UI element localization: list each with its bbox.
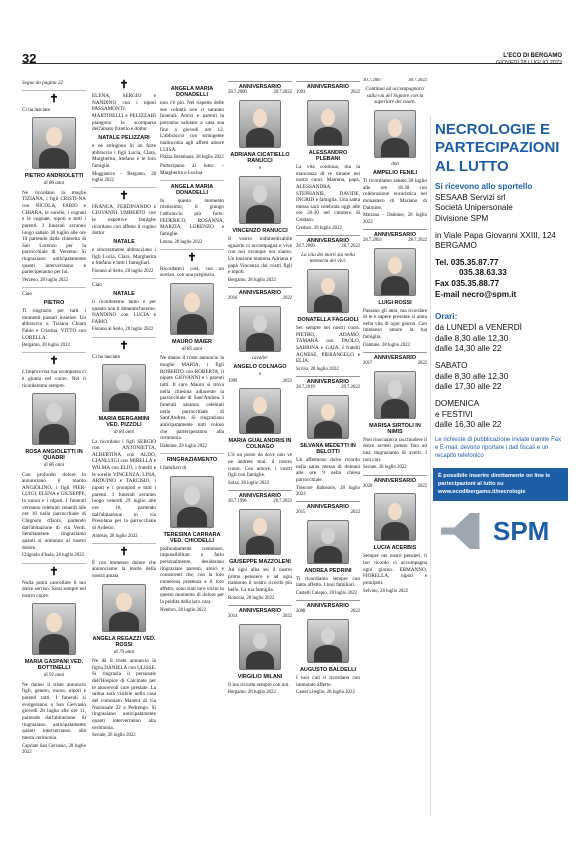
deceased-name: MARISA SIRTOLI IN NIMIS bbox=[369, 422, 421, 435]
office-address: in Viale Papa Giovanni XXIII, 124 BERGAMO bbox=[435, 230, 556, 251]
cross-icon: ✝ bbox=[119, 339, 129, 352]
fax-line: Fax 035.35.88.77 bbox=[435, 279, 500, 289]
portrait-photo bbox=[239, 509, 281, 555]
phone-line: Tel. 035.35.87.77 bbox=[435, 257, 499, 267]
notice-text: Con profondo dolore lo annunciano il marito ANGIOLINO, i figli PIER-LUIGI, ELENA e GIUSEPPE, la nuora e i nipoti. I funerali verranno celebrati venerdì alle ore 10 nella parrocchiale di Chignolo d'Isola, partendo dall'abitazione di via Verdi. Sentitamente ringraziamo quanti si uniranno al nostro dolore. bbox=[22, 471, 86, 551]
column-3: ANGELA MARIA DONADELLI non c'è più. Nel rispetto delle sue volontà non ci saranno funerali. Amici e parenti la potranno salutare a casa sua fino a giovedì ore 12. L'abbraccio con strongente malinconia agli affetti amore LUISA. Piazza Brembana, 28 luglio 2022 Partecipano al lutto: - Margherita e Lucina ANGELA MARIA DONADELLI In questo momento tristissimo, ti giungo l'abbraccio più forte. FEDERICO, ROSANNA, MARZIA, LORENZO e famiglie. Lenna, 28 luglio 2022 ✝ Ricordatevi così, con un sorriso, con una preghiera. MAURO MAIER di 85 anni Ne danno il triste annuncio la moglie MARIA, i figli ROBERTO con ROBERTA, il nipote GIOVANNI e i parenti tutti. Il caro Mauro si trova nella chiesina adiacente la parrocchiale di Sant'Andrea. I funerali saranno celebrati nella parrocchiale di Sant'Andrea. Si ringraziano anticipatamente tutti coloro che parteciperanno alla cerimonia. Dalmine, 28 luglio 2022 RINGRAZIAMENTO I familiari di TERESINA CARRARA VED. CHIODELLI profondamente commossi, impossibilitati a farlo personalmente, desiderano ringraziare parenti, amici e conoscenti che, con la loro numerosa presenza e il loro affetto, sono stati loro vicini in questo momento di dolore per la perdita della loro cara. Nembro, 28 luglio 2022 bbox=[160, 86, 224, 613]
portrait-photo bbox=[32, 117, 76, 169]
deceased-name: ANGELO COLNAGO bbox=[233, 364, 287, 371]
anniversary-notice: ANNIVERSARIO 2020 2022 bbox=[363, 475, 427, 490]
portrait-photo bbox=[170, 476, 214, 528]
anniversary-notice: ANNIVERSARIO 28.7.2009 28.7.2022 bbox=[296, 235, 360, 250]
anniversary-notice: ANNIVERSARIO 1993 2022 bbox=[296, 81, 360, 96]
deceased-name: DONATELLA FAGGIOLI bbox=[297, 317, 359, 324]
deceased-name: ADRIANA CICATIELLO RANUCCI bbox=[230, 151, 290, 164]
cross-icon: ✝ bbox=[119, 79, 129, 91]
spm-logo-icon bbox=[441, 513, 489, 549]
portrait-photo bbox=[239, 388, 281, 434]
page-header bbox=[22, 52, 562, 64]
page-number: 32 bbox=[22, 51, 37, 66]
column-4: ANNIVERSARIO 28.7.2000 28.7.2022 ADRIANA CICATIELLO RANUCCI e VINCENZO RANUCCI Il vostro indimenticabile sguardo ci accompagna e vive con noi ovunque noi siamo. Un bacione mamma Adriana e papà Vincenzo dai vostri figli e nipoti. Bergamo, 28 luglio 2022 ANNIVERSARIO 2016 2022 cavalier ANGELO COLNAGO e 1999 2022 MARIA GUALANDRIS IN COLNAGO C'è un posto da dove non ve ne andrete mai: il nostro cuore. Con amore, i vostri figli con famiglie. Solza, 28 luglio 2022 ANNIVERSARIO 28.7.1996 28.7.2022 GIUSEPPE MAZZOLENI Ad ogni alba sei il nostro primo pensiero e ad ogni tramonto il nostro ricordo più bello. La tua famiglia. Roncola, 28 luglio 2022 ANNIVERSARIO 2014 2022 VIRGILIO MILANI Il tuo ricordo sempre con noi. Bergamo, 28 luglio 2022 bbox=[228, 78, 292, 698]
anniversary-notice: ANNIVERSARIO 28.7.1996 28.7.2022 bbox=[228, 490, 292, 505]
deceased-name: MAURO MAIER bbox=[171, 339, 213, 346]
anniversary-notice: ANNIVERSARIO 28.7.2000 28.7.2022 bbox=[228, 81, 292, 96]
sidebar-title: NECROLOGIE E PARTECIPAZIONI AL LUTTO bbox=[435, 121, 560, 175]
deceased-name: GIUSEPPE MAZZOLENI bbox=[229, 559, 291, 566]
portrait-photo bbox=[307, 619, 349, 663]
portrait-photo bbox=[32, 393, 76, 445]
deceased-name: ANGELA MARIA DONADELLI bbox=[170, 86, 214, 98]
deceased-name: VINCENZO RANUCCI bbox=[232, 228, 288, 235]
portrait-photo bbox=[374, 248, 416, 296]
portrait-photo bbox=[170, 283, 214, 335]
portrait-photo bbox=[374, 371, 416, 419]
deceased-name: VIRGILIO MILANI bbox=[237, 673, 283, 680]
continued-label: Segue da pagina 22 bbox=[22, 80, 64, 86]
cross-icon: ✝ bbox=[49, 565, 59, 578]
office-info: Si ricevono allo sportello SESAAB Servizi srl Società Unipersonale Divisione SPM in Viale Papa Giovanni XXIII, 124 BERGAMO Tel. 035.35.87.77 035.38.63.33 Fax 035.35.88.77 E-mail necro@spm.it Orari: da LUNEDÌ a VENERDÌ dalle 8,30 alle 12,30 dalle 14,30 alle 22 SABATO dalle 8,30 alle 12,30 dalle 17,30 alle 22 DOMENICA e FESTIVI dalle 16,30 alle 22 Le richieste di pubblicazione inviate tramite Fax e E-mail, devono riportare i dati fiscali e un recapito telefonico bbox=[431, 182, 570, 461]
notice-text: Ne ricordano la moglie TIZIANA, i figli CRISTI-NA con NICOLA, FABIO e CHIARA, le sorelle, i cognati e le cognate, nipoti e tutti i parenti. I funerali avranno luogo sabato 30 luglio alle ore 10 partendo dalla chiesetta di San Lorenzo per la parrocchiale di Verzeno. Si ringraziano anticipatamente quanti interverranno e parteciperanno per lui. bbox=[22, 189, 86, 276]
deceased-name: NATALE bbox=[113, 239, 135, 246]
column-5: ANNIVERSARIO 1993 2022 ALESSANDRO PLEBANI La vita continua, ma la mancanza di te rimane nei nostri cuori. Mamma, papà, ALESSANDRA, STEPHANIE, DAVIDE, INGRID e famiglia. Una santa messa sarà celebrata oggi alle ore 20.30 nel cimitero di Credaro. Credaro, 28 luglio 2022 ANNIVERSARIO 28.7.2009 28.7.2022 La vita dei morti sta nella memoria dei vivi. DONATELLA FAGGIOLI Sei sempre nei nostri cuori. PIETRO, ADAMO, TAMARA con PAOLO, SABRINA e GAIA. I fratelli AGNESE, PIERANGELO e ELIA. Scriva, 28 luglio 2022 ANNIVERSARIO 28.7.2019 29.7.2022 SILVANA MEDETTI IN BELOTTI Un affettuoso dolce ricordo nella santa messa di domani alle ore 9 nella chiesa parrocchiale. Trescore Balneario, 28 luglio 2022 ANNIVERSARIO 2015 2022 ANDREA PEDRINI Ti ricordiamo sempre con tanto affetto. I tuoi familiari. Castelli Calepio, 28 luglio 2022 ANNIVERSARIO 2008 2022 AUGUSTO BALDELLI I tuoi cari ti ricordano con immutato affetto. Castel Liteglio, 28 luglio 2022 bbox=[296, 78, 360, 699]
portrait-photo bbox=[32, 603, 76, 655]
deceased-name: LUCIA ACERBIS bbox=[373, 545, 417, 552]
deceased-name: AMPELIO FENILI bbox=[373, 170, 417, 177]
portrait-photo bbox=[374, 493, 416, 541]
deceased-name: MARIA GASPANI VED. BOTTINELLI bbox=[24, 659, 84, 672]
anniversary-notice: ANNIVERSARIO 2014 2022 bbox=[228, 605, 292, 620]
notice-text: Nulla potrà cancellare il tuo dolce sorriso. Sarai sempre nel nostro cuore. bbox=[22, 579, 86, 599]
cross-icon: ✝ bbox=[119, 545, 129, 558]
portrait-photo bbox=[307, 100, 349, 146]
deceased-name: PIETRO bbox=[43, 299, 65, 306]
email-line: E-mail necro@spm.it bbox=[435, 289, 517, 299]
spm-logo: SPM bbox=[441, 513, 570, 549]
deceased-name: MARIA BERGAMINI VED. PIZZOLI bbox=[98, 416, 150, 429]
portrait-photo bbox=[102, 584, 146, 632]
deceased-name: ANGELA REGAZZI VED. ROSSI bbox=[92, 635, 156, 648]
fiscal-note: Le richieste di pubblicazione inviate tramite Fax e E-mail, devono riportare i dati fiscali e un recapito telefonico bbox=[435, 437, 562, 459]
online-banner[interactable]: È possibile inserire direttamente on line le partecipazioni al lutto su www.ecodibergamo.it/necrologie bbox=[433, 468, 568, 501]
anniversary-notice: ANNIVERSARIO 2008 2022 bbox=[296, 600, 360, 615]
anniversary-notice: ANNIVERSARIO 28.7.2003 28.7.2022 bbox=[363, 229, 427, 244]
deceased-name: LUIGI ROSSI bbox=[378, 299, 412, 306]
deceased-name: PIETRO ANDRIOLETTI bbox=[24, 173, 84, 180]
portrait-photo bbox=[239, 176, 281, 224]
portrait-photo bbox=[307, 520, 349, 564]
cross-icon: ✝ bbox=[187, 251, 197, 264]
column-6: 30.7.2007 30.7.2022 Continua ad accompagnarci sulla via del Signore con la superiore del cuore. don AMPELIO FENILI Ti ricordiamo sabato 30 luglio alle ore 18.30 con celebrazione eucaristica nel monastero di Mariano di Dalmine. Mariano - Dalmine, 28 luglio 2022 ANNIVERSARIO 28.7.2003 28.7.2022 LUIGI ROSSI Passano gli anni, ma ricordare di te e sapere presente ci aiuta nella vita di ogni giorno. Con immenso amore la tua famiglia. Dalmine, 28 luglio 2022 ANNIVERSARIO 2017 2022 MARISA SIRTOLI IN NIMIS Non riusciamo a racchiudere il dolce avresti potuto fino ad una ringraziamo di averti. I tuoi cari. Seriate, 28 luglio 2022 ANNIVERSARIO 2020 2022 LUCIA ACERBIS Sempre nei nostri pensieri, il tuo ricordo ci accompagna ogni giorno. ERMANNO, FIORELLA, nipoti e pronipoti. Selvino, 28 luglio 2022 bbox=[363, 78, 427, 594]
deceased-name: MARIA GUALANDRIS IN COLNAGO bbox=[228, 438, 292, 451]
deceased-name: ALESSANDRO PLEBANI bbox=[308, 149, 348, 162]
portrait-photo bbox=[374, 110, 416, 158]
column-1: Segue da pagina 22 ✝ Ci ha lasciato PIETRO ANDRIOLETTI di 86 anni Ne ricordano la moglie TIZIANA, i figli CRISTI-NA con NICOLA, FABIO e CHIARA, le sorelle, i cognati e le cognate, nipoti e tutti i parenti. I funerali avranno luogo sabato 30 luglio alle ore 10 partendo dalla chiesetta di San Lorenzo per la parrocchiale di Verzeno. Si ringraziano anticipatamente quanti interverranno e parteciperanno per lui. Verzeno, 28 luglio 2022 Ciao PIETRO Ti ringrazio per tutti i momenti passati insieme. Un abbraccio a Tiziana Chiara Fabio e Cristina. VITTO con LORELLA. Bergamo, 28 luglio 2022 ✝ L'improvvisa tua scomparsa ci è giunta nel cuore. Nel ti ricorderemo sempre. ROSA ANGIOLETTI IN QUADRI di 86 anni Con profondo dolore lo annunciano il marito ANGIOLINO, i figli PIER-LUIGI, ELENA e GIUSEPPE, la nuora e i nipoti. I funerali verranno celebrati venerdì alle ore 10 nella parrocchiale di Chignolo d'Isola, partendo dall'abitazione di via Verdi. Sentitamente ringraziamo quanti si uniranno al nostro dolore. Chignolo d'Isola, 28 luglio 2022 ✝ Nulla potrà cancellare il tuo dolce sorriso. Sarai sempre nel nostro cuore. MARIA GASPANI VED. BOTTINELLI di 92 anni Ne danno il triste annuncio figli, genero, nuora, nipoti e parenti tutti. I funerali si svolgeranno a San Gervasio giovedì 28 luglio alle ore 11, partendo dall'abitazione. Si ringraziano anticipatamente quanti interverranno alla mesta cerimonia. Capriate San Gervasio, 28 luglio 2022 bbox=[22, 80, 86, 755]
anniversary-notice: ANNIVERSARIO 28.7.2019 29.7.2022 bbox=[296, 376, 360, 391]
column-2: ✝ ELENA, SERGIO e NANDINO con i nipoti PASSAMONTI, MARTINELLI e PELIZZARI piangono la scomparsa dell'amato fratello e dottor NATALE PELIZZARI e ne stringono in un forte abbraccio i figli Lucia, Clara, Margherita, Stefano e le loro famiglie. Moggianico - Bergamo, 28 luglio 2022 ✝ FRANCA, FERDINANDO e GIOVANNI UMBERTO con le rispettive famiglie ricordano con affetto il cugino dottor NATALE e sinceramente abbracciano i figli Lucia, Clara, Margherita e Stefano e tutti i famigliari. Fiorano al Serio, 28 luglio 2022 Ciao NATALE ti ricorderemo tanto e per quanto non ti dimenticheremo. NANDINO con LUCIA e FABIO. Fiorano al Serio, 28 luglio 2022 ✝ Ci ha lasciato MARIA BERGAMINI VED. PIZZOLI di 84 anni La ricordano i figli SERGIO con ANTONIETTA, ALBERTINA con ALDO, GIANLUIGI con MIRELLA e WILMA con ELIO, i fratelli e le sorelle VINCENZA, LINA, ARDUINO e TARCISIO, i nipoti e i pronipoti e tutti i parenti. I funerali avranno luogo venerdì 29 luglio alle ore 16, partendo dall'abitazione in via Presolana per la parrocchiale di Ardesio. Ardesio, 28 luglio 2022 ✝ È con immenso dolore che annunciamo la morte della nostra amata ANGELA REGAZZI VED. ROSSI di 79 anni Ne dà il triste annuncio la figlia DANIELA con ULISSE. Si ringrazia il personale dell'Hospice di Calcinate per le amorevoli cure prestate. La salma sarà visibile nella casa del commiato Manera di via Nazionale 22 a Pedrengo. Si ringraziano anticipatamente quanti interverranno alla cerimonia. Seriate, 28 luglio 2022 bbox=[92, 79, 156, 739]
anniversary-notice: ANNIVERSARIO 2017 2022 bbox=[363, 352, 427, 367]
anniversary-notice: ANNIVERSARIO 2016 2022 bbox=[228, 287, 292, 302]
notice-text: L'improvvisa tua scomparsa ci è giunta nel cuore. Nel ti ricorderemo sempre. bbox=[22, 369, 86, 389]
deceased-name: NATALE PELIZZARI bbox=[98, 134, 150, 141]
cross-icon: ✝ bbox=[49, 355, 59, 368]
portrait-photo bbox=[102, 364, 146, 412]
portrait-photo bbox=[239, 100, 281, 148]
portrait-photo bbox=[239, 624, 281, 670]
deceased-name: TERESINA CARRARA VED. CHIODELLI bbox=[163, 531, 221, 544]
notice-text: Ne danno il triste annuncio figli, genero, nuora, nipoti e parenti tutti. I funerali si svolgeranno a San Gervasio giovedì 28 luglio alle ore 11, partendo dall'abitazione. Si ringraziano anticipatamente quanti interverranno alla mesta cerimonia. bbox=[22, 681, 86, 741]
notice-text: Ti ringrazio per tutti i momenti passati insieme. Un abbraccio a Tiziana Chiara Fabio e Cristina. VITTO con LORELLA. bbox=[22, 307, 86, 341]
deceased-name: ANGELA MARIA DONADELLI bbox=[170, 183, 214, 196]
anniversary-notice: ANNIVERSARIO 2015 2022 bbox=[296, 501, 360, 516]
cross-icon: ✝ bbox=[49, 92, 59, 105]
deceased-name: NATALE bbox=[113, 290, 135, 297]
info-sidebar bbox=[430, 116, 570, 816]
portrait-photo bbox=[307, 269, 349, 313]
notice-signature: Verzeno, 28 luglio 2022 bbox=[22, 278, 69, 284]
masthead: L'ECO DI BERGAMO GIOVEDÌ 28 LUGLIO 2022 bbox=[495, 53, 562, 66]
intro-text: Ci ha lasciato bbox=[22, 106, 51, 113]
deceased-name: SILVANA MEDETTI IN BELOTTI bbox=[300, 443, 356, 456]
section-title: RINGRAZIAMENTO bbox=[166, 456, 218, 463]
cross-icon: ✝ bbox=[119, 189, 129, 202]
deceased-name: AUGUSTO BALDELLI bbox=[299, 667, 357, 674]
deceased-name: ROSA ANGIOLETTI IN QUADRI bbox=[25, 449, 83, 462]
portrait-photo bbox=[307, 395, 349, 439]
email-link[interactable]: necro@spm.it bbox=[461, 289, 517, 299]
portrait-photo bbox=[239, 306, 281, 352]
deceased-name: ANDREA PEDRINI bbox=[304, 567, 352, 574]
